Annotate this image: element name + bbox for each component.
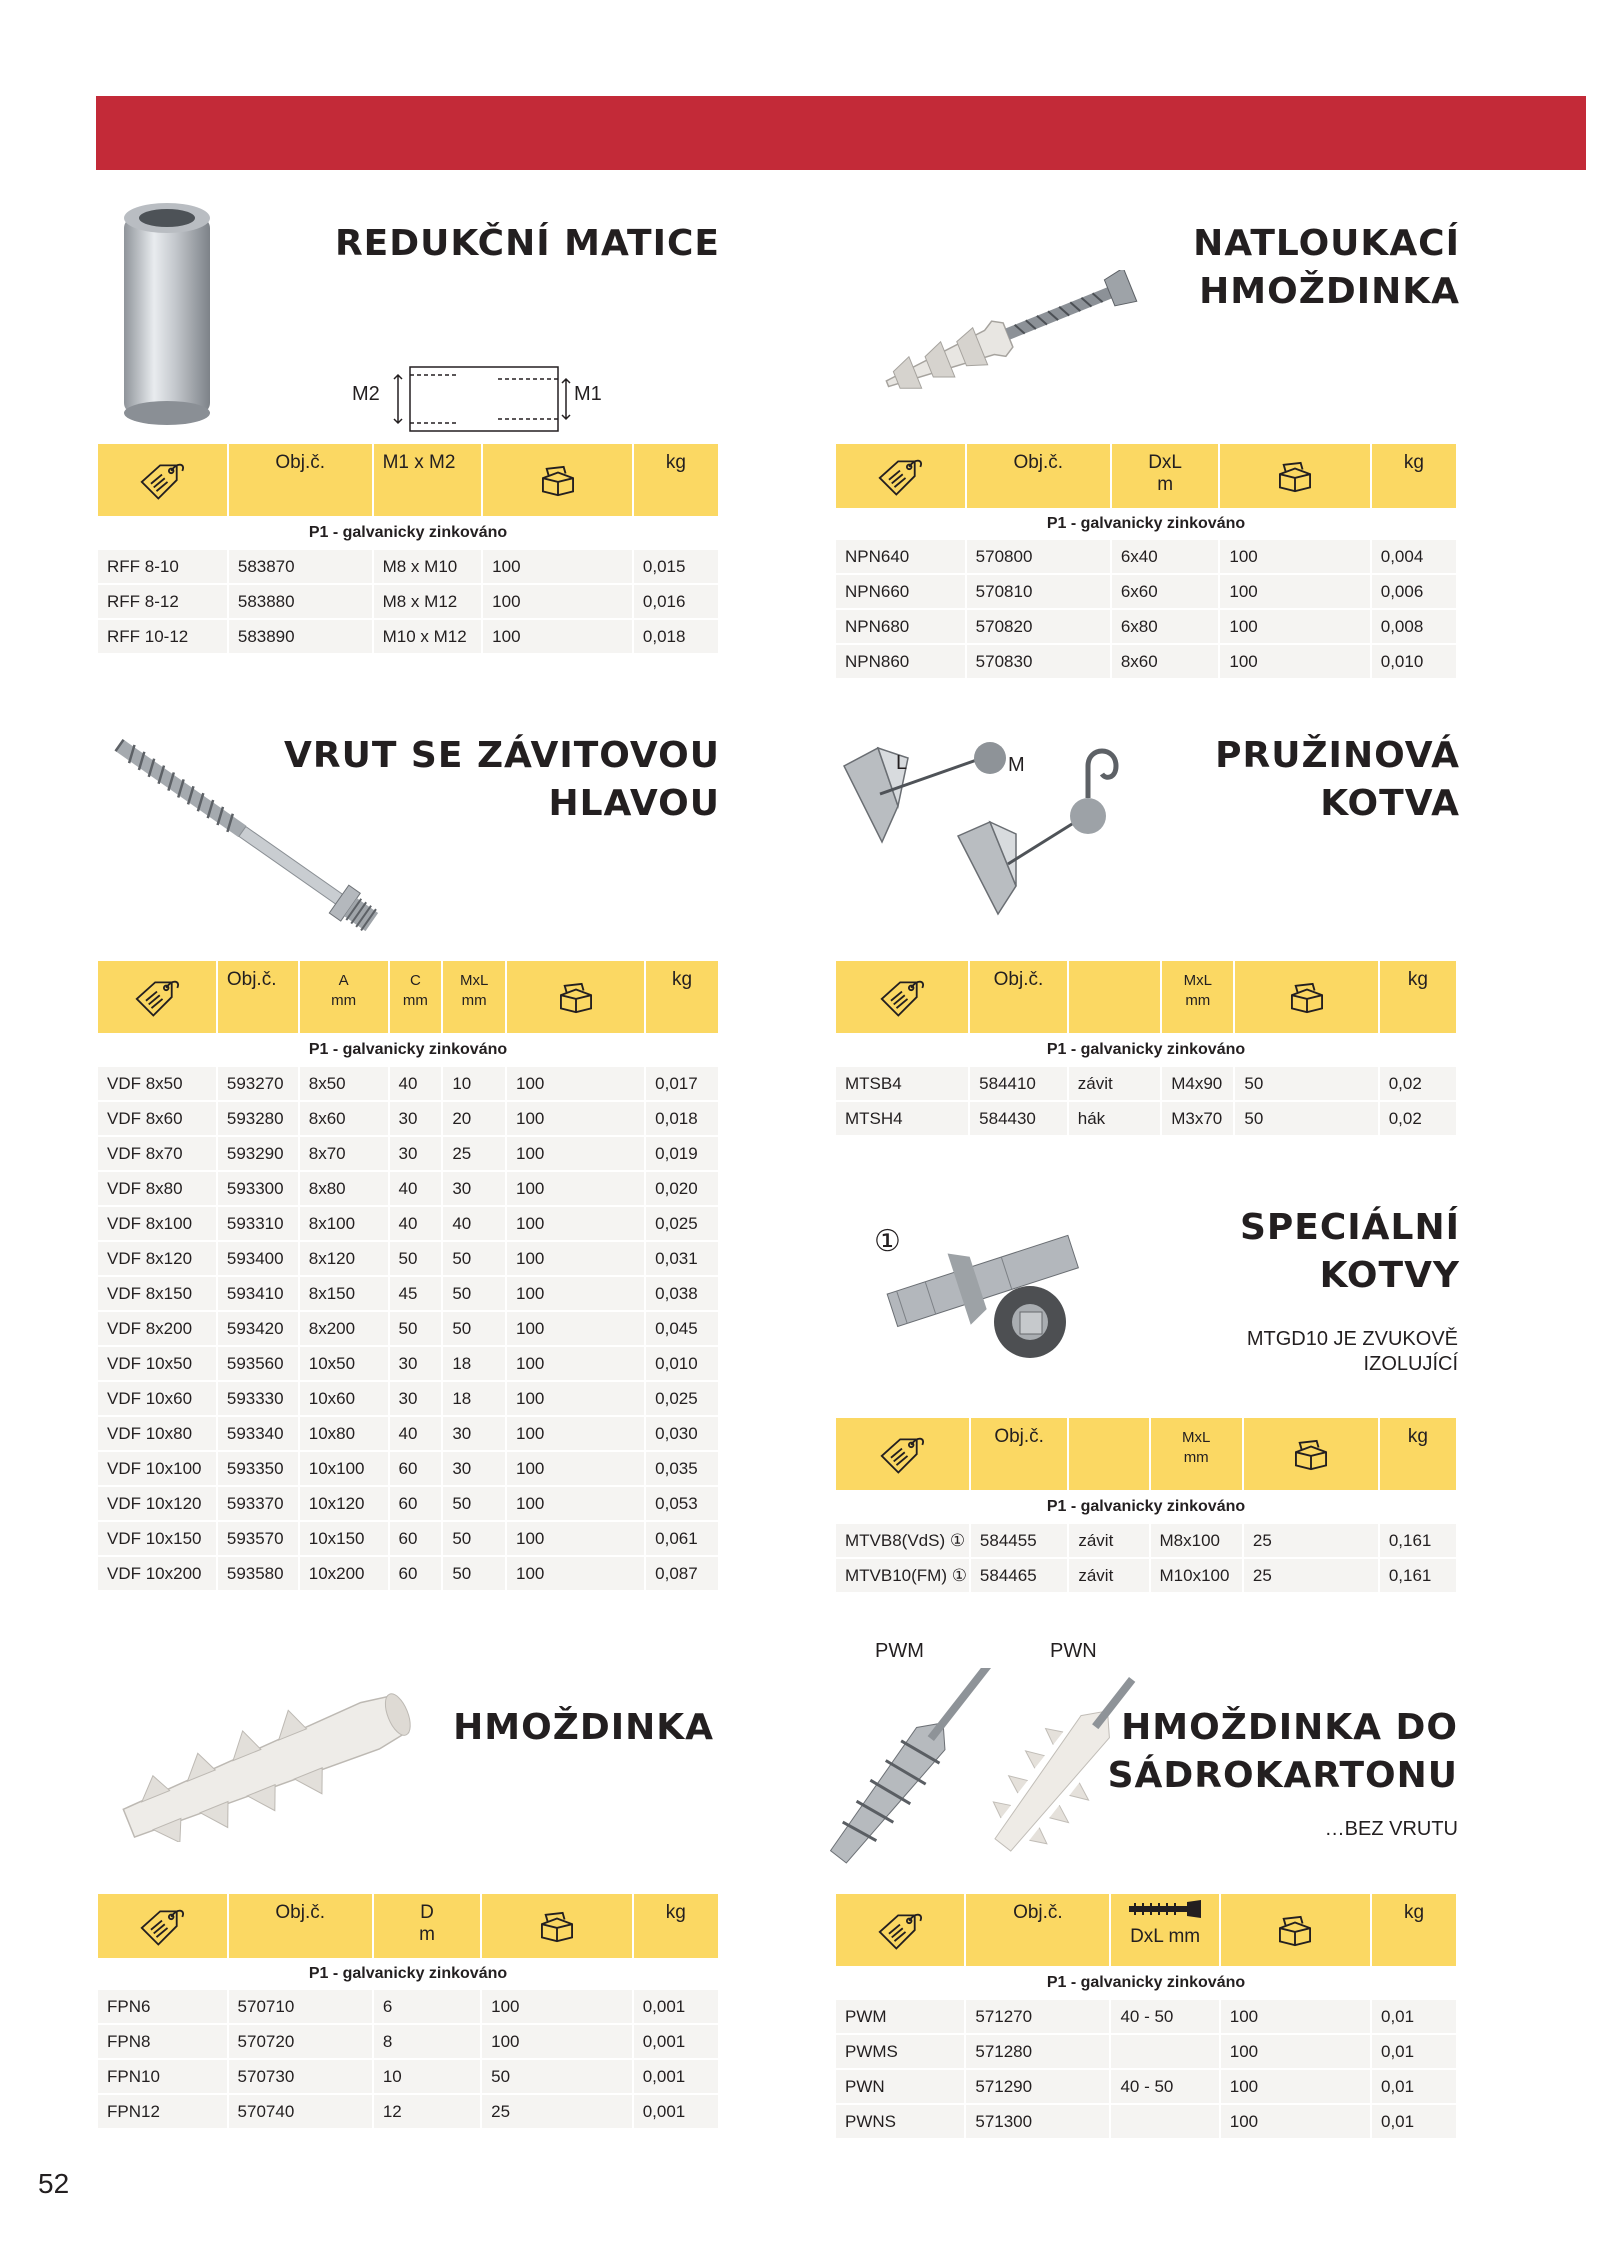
table-row: PWN 571290 40 - 50 100 0,01	[836, 2070, 1456, 2103]
table-row: MTVB8(VdS) ① 584455 závit M8x100 25 0,161	[836, 1524, 1456, 1557]
package-icon	[482, 1894, 632, 1958]
table-row: VDF 10x80 593340 10x80 40 30 100 0,030	[98, 1417, 718, 1450]
package-icon	[1220, 444, 1369, 508]
table-row: NPN680 570820 6x80 100 0,008	[836, 610, 1456, 643]
table-row: VDF 8x60 593280 8x60 30 20 100 0,018	[98, 1102, 718, 1135]
section-title-pruzinova: PRUŽINOVÁ KOTVA	[1215, 735, 1460, 824]
col-kg: kg	[1380, 1418, 1456, 1490]
col-a: A mm	[300, 961, 388, 1033]
table-row: RFF 10-12 583890 M10 x M12 100 0,018	[98, 620, 718, 653]
package-icon	[507, 961, 644, 1033]
package-icon	[1221, 1894, 1370, 1966]
coating-label: P1 - galvanicky zinkováno	[98, 1960, 718, 1988]
col-obj: Obj.č.	[970, 961, 1067, 1033]
col-mxl: MxL mm	[1151, 1418, 1242, 1490]
table-row: RFF 8-12 583880 M8 x M12 100 0,016	[98, 585, 718, 618]
drawing-label-m1: M1	[574, 383, 602, 405]
reduction-nut-drawing	[348, 357, 608, 437]
col-kg: kg	[634, 1894, 718, 1958]
col-obj: Obj.č.	[218, 961, 298, 1033]
section-title-specialni: SPECIÁLNÍ KOTVY	[1239, 1207, 1460, 1296]
header-bar	[96, 96, 1586, 170]
price-tag-icon	[836, 444, 965, 508]
col-kg: kg	[646, 961, 718, 1033]
marker-icon: ①	[874, 1225, 901, 1258]
table-row: PWMS 571280 100 0,01	[836, 2035, 1456, 2068]
table-row: MTSH4 584430 hák M3x70 50 0,02	[836, 1102, 1456, 1135]
coating-label: P1 - galvanicky zinkováno	[836, 1492, 1456, 1522]
table-row: FPN8 570720 8 100 0,001	[98, 2025, 718, 2058]
price-tag-icon	[98, 444, 227, 516]
label-pwn: PWN	[1050, 1640, 1097, 1662]
price-tag-icon	[98, 961, 216, 1033]
package-icon	[1244, 1418, 1378, 1490]
table-row: FPN12 570740 12 25 0,001	[98, 2095, 718, 2128]
price-tag-icon	[836, 1894, 964, 1966]
col-d: D m	[374, 1894, 480, 1958]
label-pwm: PWM	[875, 1640, 924, 1662]
table-vrut	[96, 959, 720, 1592]
col-kg: kg	[1372, 444, 1456, 508]
price-tag-icon	[98, 1894, 227, 1958]
table-row: MTVB10(FM) ① 584465 závit M10x100 25 0,161	[836, 1559, 1456, 1592]
drawing-label-m: M	[1008, 754, 1025, 776]
table-row: VDF 10x100 593350 10x100 60 30 100 0,035	[98, 1452, 718, 1485]
table-row: VDF 8x200 593420 8x200 50 50 100 0,045	[98, 1312, 718, 1345]
col-obj: Obj.č.	[971, 1418, 1067, 1490]
section-subtitle-sadrokarton: …BEZ VRUTU	[1324, 1818, 1458, 1840]
table-row: VDF 8x150 593410 8x150 45 50 100 0,038	[98, 1277, 718, 1310]
table-row: VDF 10x120 593370 10x120 60 50 100 0,053	[98, 1487, 718, 1520]
col-c: C mm	[390, 961, 442, 1033]
table-redukcni	[96, 442, 720, 655]
table-row: MTSB4 584410 závit M4x90 50 0,02	[836, 1067, 1456, 1100]
reduction-nut-image	[118, 198, 218, 430]
section-title-sadrokarton: HMOŽDINKA DO SÁDROKARTONU	[1107, 1707, 1458, 1796]
table-row: VDF 8x100 593310 8x100 40 40 100 0,025	[98, 1207, 718, 1240]
table-sadrokarton	[834, 1892, 1458, 2140]
col-mxl: MxL mm	[1162, 961, 1233, 1033]
table-row: PWNS 571300 100 0,01	[836, 2105, 1456, 2138]
section-note-specialni: MTGD10 JE ZVUKOVĚ IZOLUJÍCÍ	[1246, 1328, 1458, 1375]
package-icon	[483, 444, 632, 516]
table-row: NPN640 570800 6x40 100 0,004	[836, 540, 1456, 573]
col-m1m2: M1 x M2	[374, 444, 482, 516]
table-row: VDF 10x200 593580 10x200 60 50 100 0,087	[98, 1557, 718, 1590]
table-row: VDF 8x50 593270 8x50 40 10 100 0,017	[98, 1067, 718, 1100]
col-kg: kg	[1372, 1894, 1456, 1966]
col-obj: Obj.č.	[966, 1894, 1109, 1966]
table-row: VDF 10x50 593560 10x50 30 18 100 0,010	[98, 1347, 718, 1380]
drawing-label-l: L	[896, 752, 908, 774]
table-natloukaci	[834, 442, 1458, 680]
table-row: RFF 8-10 583870 M8 x M10 100 0,015	[98, 550, 718, 583]
table-row: VDF 8x80 593300 8x80 40 30 100 0,020	[98, 1172, 718, 1205]
col-type	[1069, 961, 1161, 1033]
price-tag-icon	[836, 961, 968, 1033]
table-row: NPN860 570830 8x60 100 0,010	[836, 645, 1456, 678]
col-type	[1069, 1418, 1148, 1490]
table-row: VDF 8x120 593400 8x120 50 50 100 0,031	[98, 1242, 718, 1275]
table-row: PWM 571270 40 - 50 100 0,01	[836, 2000, 1456, 2033]
col-kg: kg	[1380, 961, 1456, 1033]
table-row: VDF 10x150 593570 10x150 60 50 100 0,061	[98, 1522, 718, 1555]
section-title-natloukaci: NATLOUKACÍ HMOŽDINKA	[1193, 223, 1460, 312]
table-row: VDF 10x60 593330 10x60 30 18 100 0,025	[98, 1382, 718, 1415]
table-pruzinova	[834, 959, 1458, 1137]
col-mxl: MxL mm	[443, 961, 505, 1033]
col-dxl: DxL mm	[1111, 1894, 1218, 1966]
col-kg: kg	[634, 444, 718, 516]
table-row: FPN6 570710 6 100 0,001	[98, 1990, 718, 2023]
table-specialni	[834, 1416, 1458, 1594]
col-obj: Obj.č.	[229, 444, 372, 516]
page-number: 52	[38, 2168, 70, 2199]
screw-icon	[1125, 1898, 1205, 1920]
coating-label: P1 - galvanicky zinkováno	[98, 1035, 718, 1065]
col-dxl: DxL m	[1112, 444, 1219, 508]
coating-label: P1 - galvanicky zinkováno	[836, 510, 1456, 538]
section-title-hmozdinka: HMOŽDINKA	[453, 1707, 714, 1748]
coating-label: P1 - galvanicky zinkováno	[836, 1035, 1456, 1065]
package-icon	[1235, 961, 1377, 1033]
table-row: VDF 8x70 593290 8x70 30 25 100 0,019	[98, 1137, 718, 1170]
section-title-vrut: VRUT SE ZÁVITOVOU HLAVOU	[284, 735, 720, 824]
col-obj: Obj.č.	[229, 1894, 372, 1958]
table-row: FPN10 570730 10 50 0,001	[98, 2060, 718, 2093]
price-tag-icon	[836, 1418, 969, 1490]
section-title-redukcni: REDUKČNÍ MATICE	[334, 223, 720, 264]
drawing-label-m2: M2	[352, 383, 380, 405]
coating-label: P1 - galvanicky zinkováno	[836, 1968, 1456, 1998]
coating-label: P1 - galvanicky zinkováno	[98, 518, 718, 548]
table-row: NPN660 570810 6x60 100 0,006	[836, 575, 1456, 608]
col-obj: Obj.č.	[967, 444, 1110, 508]
table-hmozdinka	[96, 1892, 720, 2130]
